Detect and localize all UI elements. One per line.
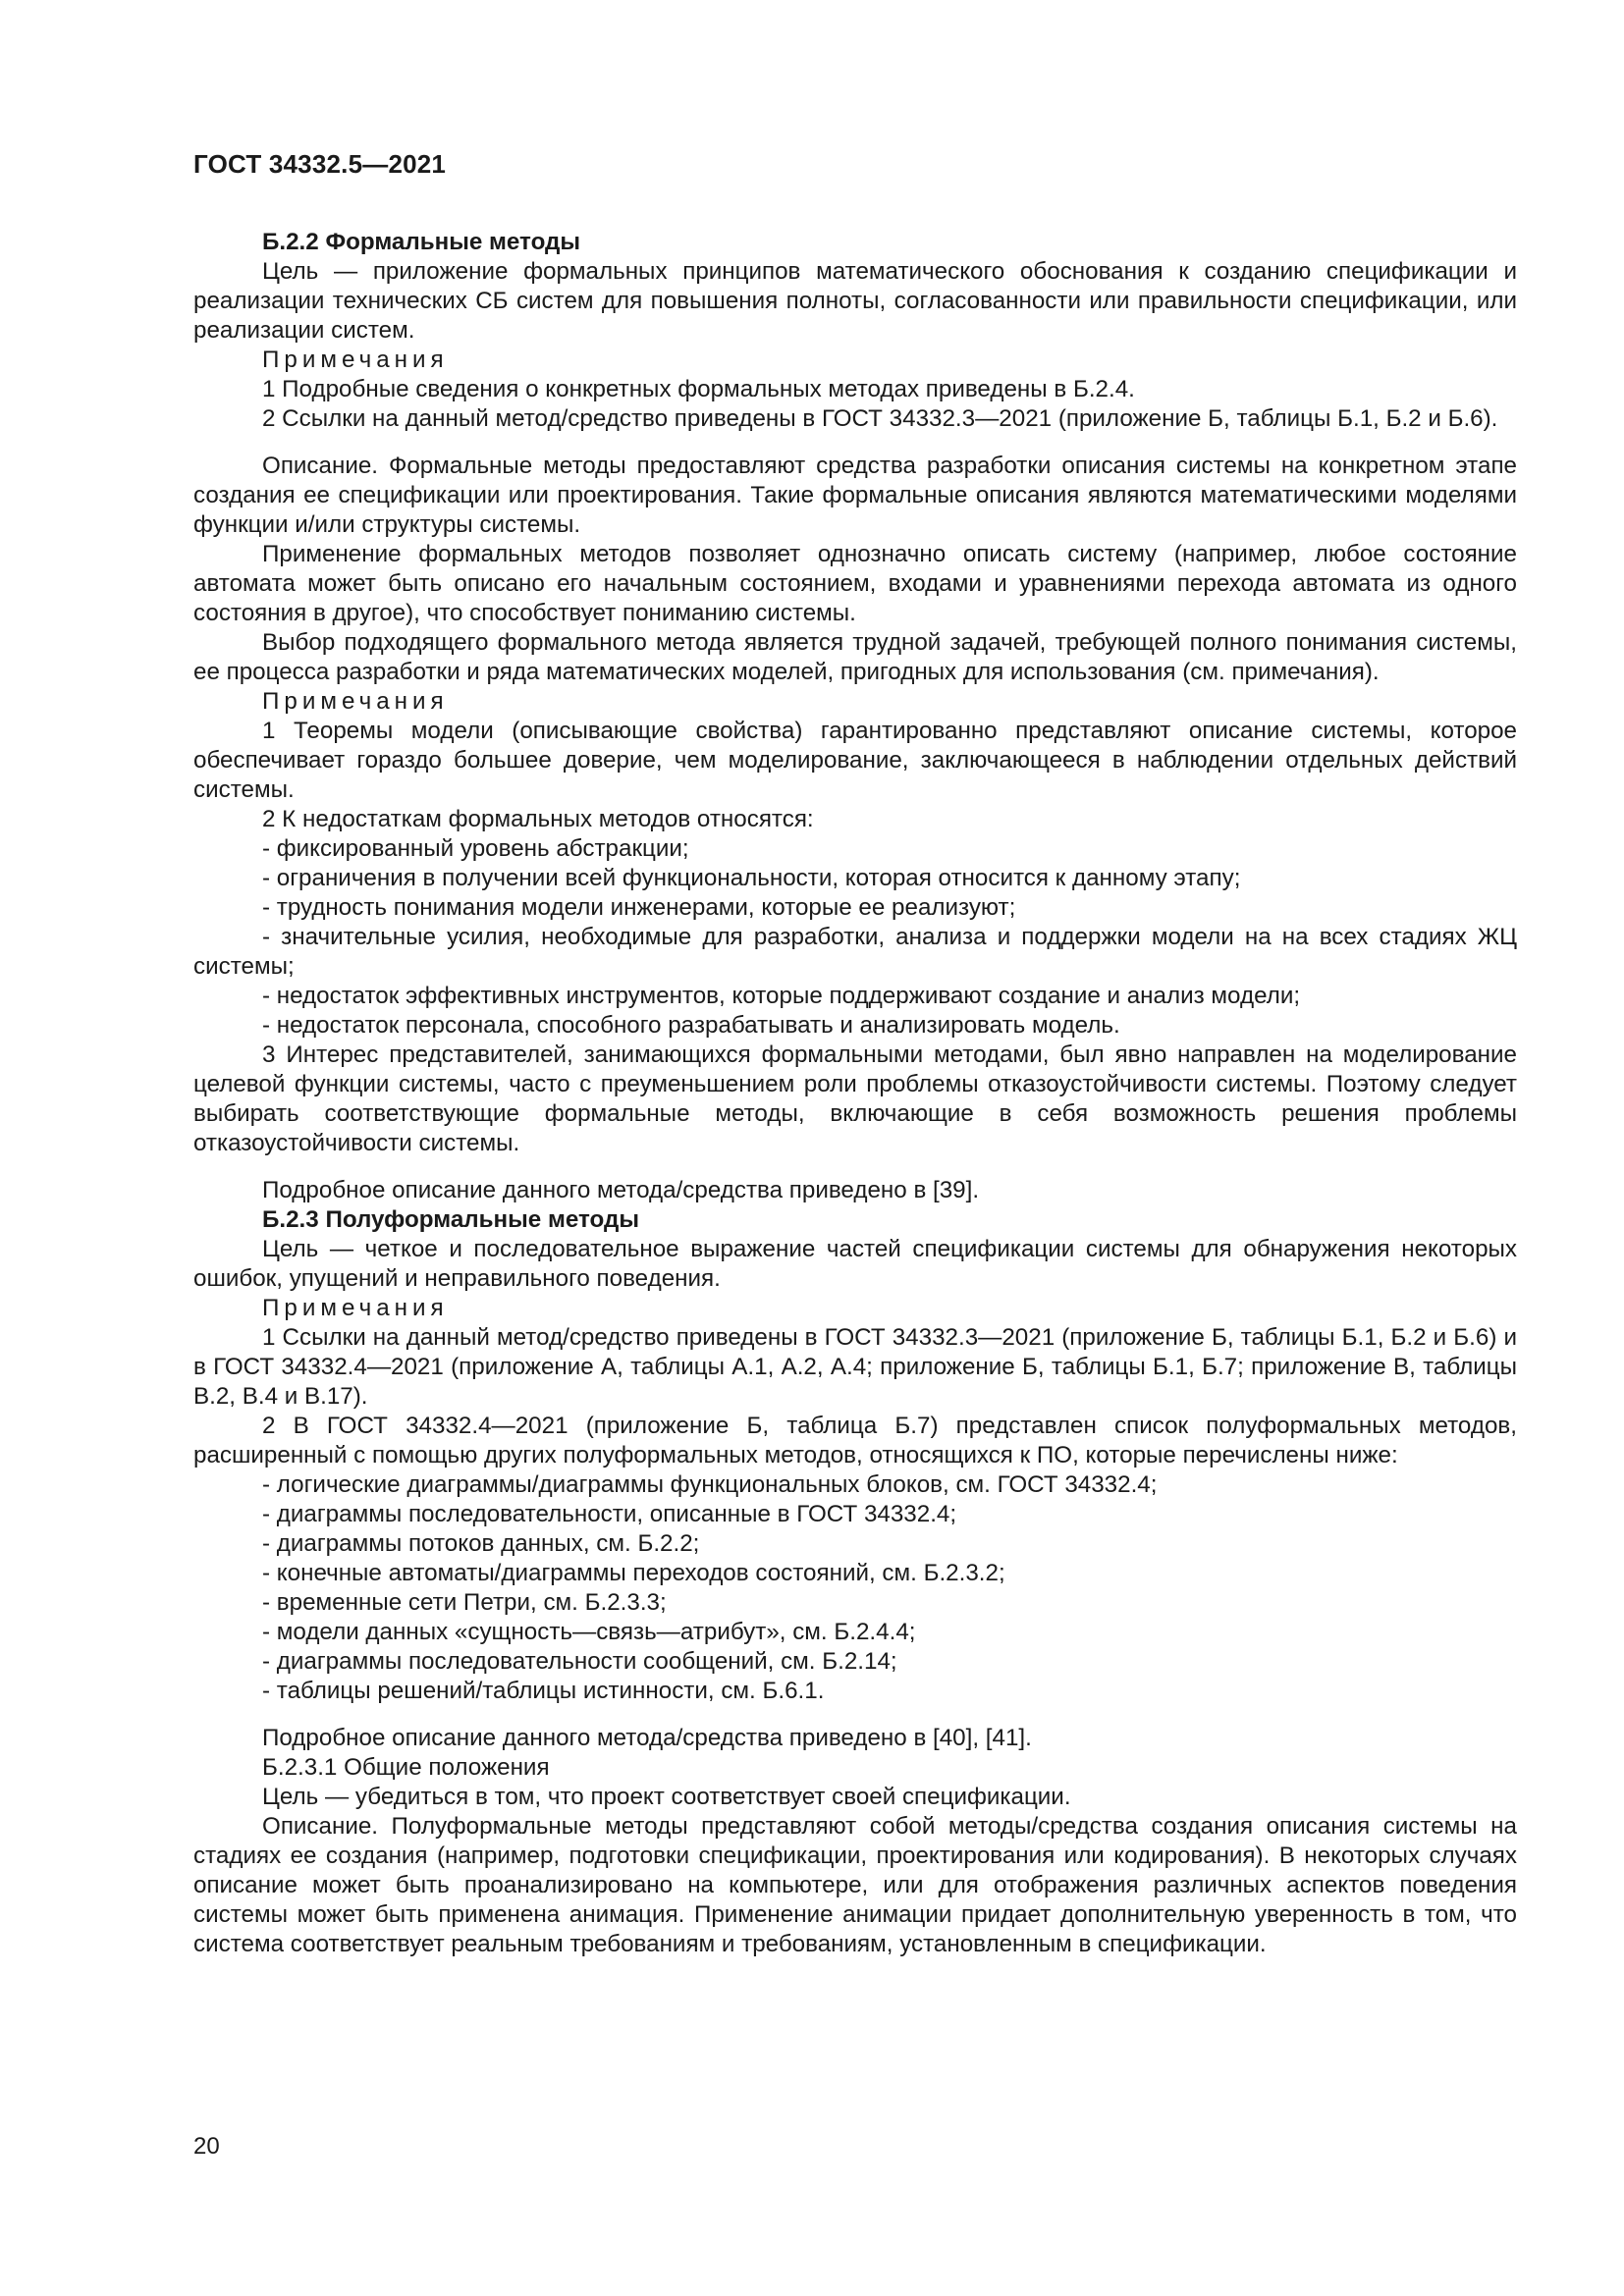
paragraph: - модели данных «сущность—связь—атрибут», см. Б.2.4.4; <box>262 1619 916 1645</box>
paragraph: - временные сети Петри, см. Б.2.3.3; <box>262 1589 667 1616</box>
paragraph: - недостаток эффективных инструментов, которые поддерживают создание и анализ модели; <box>262 983 1301 1009</box>
paragraph: Выбор подходящего формального метода является трудной задачей, требующей полного понимания системы, ее процесса разработки и ряда математических моделей, пригодных для использования (см. примечания). <box>193 629 1517 685</box>
paragraph: Описание. Формальные методы предоставляют средства разработки описания системы на конкретном этапе создания ее спецификации или проектирования. Такие формальные описания являются математическими моделями функции и/или структуры системы. <box>193 453 1517 538</box>
notes-title: Примечания <box>262 688 449 715</box>
paragraph: 1 Подробные сведения о конкретных формальных методах приведены в Б.2.4. <box>262 376 1135 402</box>
paragraph: - фиксированный уровень абстракции; <box>262 835 689 862</box>
paragraph: Б.2.3.1 Общие положения <box>262 1754 550 1781</box>
paragraph: Цель — убедиться в том, что проект соответствует своей спецификации. <box>262 1784 1071 1810</box>
paragraph: - диаграммы последовательности, описанные в ГОСТ 34332.4; <box>262 1501 957 1527</box>
paragraph: - диаграммы потоков данных, см. Б.2.2; <box>262 1530 700 1557</box>
paragraph: Подробное описание данного метода/средства приведено в [40], [41]. <box>262 1725 1032 1751</box>
paragraph: - таблицы решений/таблицы истинности, см. Б.6.1. <box>262 1678 825 1704</box>
document-header: ГОСТ 34332.5—2021 <box>193 149 447 179</box>
paragraph: 2 К недостаткам формальных методов относятся: <box>262 806 814 832</box>
paragraph: - ограничения в получении всей функциональности, которая относится к данному этапу; <box>262 865 1241 891</box>
paragraph: - логические диаграммы/диаграммы функциональных блоков, см. ГОСТ 34332.4; <box>262 1471 1158 1498</box>
paragraph: Цель — приложение формальных принципов математического обоснования к созданию спецификации и реализации технических СБ систем для повышения полноты, согласованности или правильности спецификации, или реализации систем. <box>193 258 1517 344</box>
notes-title: Примечания <box>262 347 449 373</box>
paragraph: - конечные автоматы/диаграммы переходов состояний, см. Б.2.3.2; <box>262 1560 1005 1586</box>
paragraph: - недостаток персонала, способного разрабатывать и анализировать модель. <box>262 1012 1120 1039</box>
notes-title: Примечания <box>262 1295 449 1321</box>
paragraph: Цель — четкое и последовательное выражение частей спецификации системы для обнаружения некоторых ошибок, упущений и неправильного поведения. <box>193 1236 1517 1292</box>
paragraph: 1 Теоремы модели (описывающие свойства) гарантированно представляют описание системы, которое обеспечивает гораздо большее доверие, чем моделирование, заключающееся в наблюдении отдельных действий системы. <box>193 718 1517 803</box>
paragraph: 1 Ссылки на данный метод/средство приведены в ГОСТ 34332.3—2021 (приложение Б, таблицы Б.1, Б.2 и Б.6) и в ГОСТ 34332.4—2021 (приложение А, таблицы А.1, А.2, А.4; приложение Б, таблицы Б.1, Б.7; приложение В, таблицы В.2, В.4 и В.17). <box>193 1324 1517 1410</box>
page-number: 20 <box>193 2133 220 2160</box>
paragraph: - диаграммы последовательности сообщений, см. Б.2.14; <box>262 1648 897 1675</box>
section-heading: Б.2.3 Полуформальные методы <box>262 1206 639 1233</box>
paragraph: Подробное описание данного метода/средства приведено в [39]. <box>262 1177 980 1203</box>
paragraph: - значительные усилия, необходимые для разработки, анализа и поддержки модели на на всех стадиях ЖЦ системы; <box>193 924 1517 980</box>
document-body <box>193 228 1517 1959</box>
paragraph: Описание. Полуформальные методы представляют собой методы/средства создания описания системы на стадиях ее создания (например, подготовки спецификации, проектирования или кодирования). В некоторых случаях описание может быть проанализировано на компьютере, или для отображения различных аспектов поведения системы может быть применена анимация. Применение анимации придает дополнительную уверенность в том, что система соответствует реальным требованиям и требованиям, установленным в спецификации. <box>193 1813 1517 1957</box>
paragraph: - трудность понимания модели инженерами, которые ее реализуют; <box>262 894 1016 921</box>
paragraph: 2 Ссылки на данный метод/средство приведены в ГОСТ 34332.3—2021 (приложение Б, таблицы Б.1, Б.2 и Б.6). <box>262 405 1498 432</box>
paragraph: 2 В ГОСТ 34332.4—2021 (приложение Б, таблица Б.7) представлен список полуформальных методов, расширенный с помощью других полуформальных методов, относящихся к ПО, которые перечислены ниже: <box>193 1413 1517 1468</box>
paragraph: Применение формальных методов позволяет однозначно описать систему (например, любое состояние автомата может быть описано его начальным состоянием, входами и уравнениями перехода автомата из одного состояния в другое), что способствует пониманию системы. <box>193 541 1517 626</box>
paragraph: 3 Интерес представителей, занимающихся формальными методами, был явно направлен на моделирование целевой функции системы, часто с преуменьшением роли проблемы отказоустойчивости системы. Поэтому следует выбирать соответствующие формальные методы, включающие в себя возможность решения проблемы отказоустойчивости системы. <box>193 1041 1517 1156</box>
section-heading: Б.2.2 Формальные методы <box>262 229 581 255</box>
